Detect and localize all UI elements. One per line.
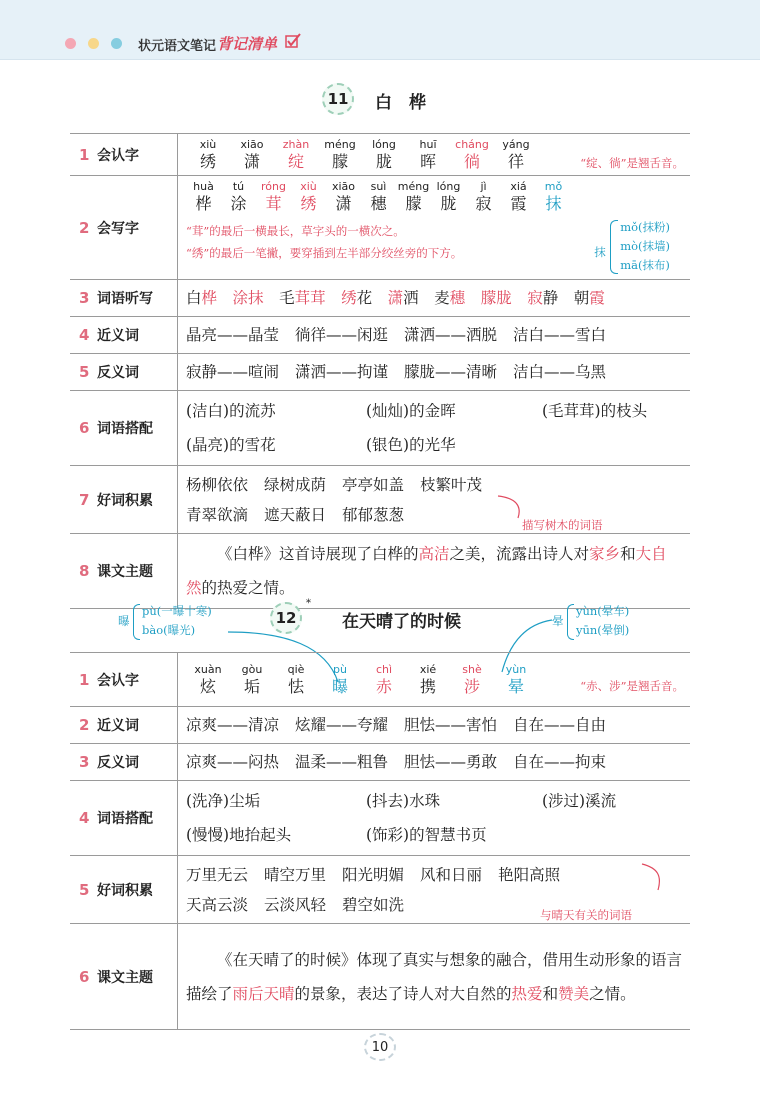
highlight-text: 雨后天晴 [232,984,295,1003]
highlight-text: 潇 [387,289,404,307]
theme-text [186,943,682,1011]
pinyin-char [406,662,450,697]
table-row [70,466,690,534]
antonym-pair: 自在——拘束 [513,753,607,771]
pronunciation-note: “绽、徜”是翘舌音。 [580,156,684,170]
pinyin: méng [324,138,356,151]
lesson-12-number: 12 [270,602,302,634]
polyphone-reading: yūn(晕倒) [576,623,630,637]
row-label: 6 词语搭配 [70,391,178,466]
text-segment: 之情。 [589,984,636,1003]
text-segment: 和 [542,984,559,1003]
text-segment [465,289,481,307]
antonym-pair: 胆怯——勇敢 [404,753,498,771]
table-row [70,391,690,466]
table-row [70,707,690,744]
text-segment: 之美，流露出诗人对 [449,545,590,563]
polyphone-head: 曝 [118,614,130,628]
antonym-pair: 凉爽——闷热 [186,753,280,771]
good-word: 晴空万里 [264,865,327,884]
pinyin-char [274,137,318,172]
text-segment [326,289,342,307]
collocation-item: (抖去)水珠 [366,792,441,810]
pinyin-char [291,179,326,214]
text-segment: 毛 [263,289,295,307]
pinyin-char [406,137,450,172]
pinyin: méng [397,180,430,193]
page-number: 10 [364,1033,396,1061]
table-row [70,134,690,176]
collocation-item: (灿灿)的金晖 [366,402,456,420]
highlight-text: 霞 [589,289,605,307]
brace-icon [567,604,574,640]
pinyin-char [186,137,230,172]
table-row [70,176,690,280]
writing-note: “绣”的最后一笔撇，要穿插到左半部分绞丝旁的下方。 [186,246,463,260]
hanzi: 曝 [331,677,348,696]
pinyin-char [362,662,406,697]
row-content [178,924,691,1030]
highlight-text: 朦胧 [480,289,512,307]
pinyin-char [361,179,396,214]
hanzi: 胧 [440,194,457,213]
book-title: 状元语文笔记 [138,39,217,54]
pinyin: xiù [199,138,217,151]
synonym-pair: 凉爽——清凉 [186,716,280,734]
good-word: 阳光明媚 [342,865,405,884]
synonym-pair: 潇洒——洒脱 [404,326,498,344]
hanzi: 赤 [375,677,392,696]
hanzi: 抹 [545,194,562,213]
polyphone-reading: pù(一曝十寒) [142,604,212,618]
hanzi: 晖 [419,152,436,171]
pinyin-char [450,662,494,697]
polyphone-note-pu [118,602,212,640]
row-content [178,280,691,317]
polyphone-reading: bào(曝光) [142,623,196,637]
pinyin-char [230,137,274,172]
header-banner [0,0,760,60]
row-label: 2 会写字 [70,176,178,280]
pinyin: mǒ [544,180,563,193]
row-label: 2 近义词 [70,707,178,744]
pinyin: xié [419,663,437,676]
polyphone-head: 晕 [552,614,564,628]
check-icon [285,33,301,53]
row-label: 8 课文主题 [70,534,178,609]
hanzi: 涉 [463,677,480,696]
good-word: 天高云淡 [186,895,249,914]
synonym-pair: 晶亮——晶莹 [186,326,280,344]
pinyin: lóng [372,138,396,151]
pinyin-char [326,179,361,214]
table-row [70,924,690,1030]
row-content [178,134,691,176]
collocation-item: (银色)的光华 [366,436,456,454]
table-row [70,534,690,609]
good-word: 杨柳依依 [186,475,249,494]
good-word: 遮天蔽日 [264,505,327,524]
hanzi: 胧 [375,152,392,171]
pinyin: suì [370,180,387,193]
synonym-pair: 胆怯——害怕 [404,716,498,734]
pinyin-char [494,137,538,172]
good-word: 碧空如洗 [342,895,405,914]
pinyin: yùn [505,663,527,676]
text-segment [217,289,233,307]
highlight-text: 涂抹 [232,289,264,307]
row-label: 5 好词积累 [70,856,178,924]
table-row [70,280,690,317]
lesson-11-number: 11 [322,83,354,115]
hanzi: 炫 [199,677,216,696]
pinyin-char [501,179,536,214]
hanzi: 怯 [287,677,304,696]
hanzi: 桦 [195,194,212,213]
good-word: 万里无云 [186,865,249,884]
row-content [178,176,691,280]
pinyin-char [256,179,291,214]
hanzi: 携 [419,677,436,696]
row-label: 3 反义词 [70,744,178,781]
hanzi: 穗 [370,194,387,213]
pinyin: chì [375,663,393,676]
good-word: 云淡风轻 [264,895,327,914]
synonym-pair: 炫耀——夸耀 [295,716,389,734]
highlight-text: 穗 [449,289,466,307]
highlight-text: 热爱 [511,984,543,1003]
hanzi: 霞 [510,194,527,213]
row-content [178,781,691,856]
text-segment: 花 [356,289,388,307]
pinyin-char [494,662,538,697]
pinyin-char [318,662,362,697]
hanzi: 绣 [300,194,317,213]
lesson-12-table [70,652,690,1030]
decor-dot-blue [111,38,122,49]
good-word: 青翠欲滴 [186,505,249,524]
pinyin-char-list [186,179,682,214]
text-segment: 《在天晴了的时候》体现了真实与想象的融合，借用生动形象的语言描绘了 [186,950,683,1003]
pronunciation-note: “赤、涉”是翘舌音。 [580,679,684,693]
hanzi: 晕 [507,677,524,696]
writing-note: “茸”的最后一横最长，草字头的一横次之。 [186,224,405,238]
brace-icon [610,220,618,274]
pinyin: yáng [502,138,530,151]
row-label: 1 会认字 [70,134,178,176]
polyphone-head: 抹 [594,245,606,259]
hanzi: 徉 [507,152,524,171]
pinyin: xiāo [240,138,264,151]
collocation-item: (饰彩)的智慧书页 [366,826,487,844]
hanzi: 朦 [331,152,348,171]
pinyin-char [362,137,406,172]
pinyin-char [396,179,431,214]
synonym-pair: 洁白——雪白 [513,326,607,344]
table-row [70,781,690,856]
row-content [178,707,691,744]
pinyin-char [431,179,466,214]
collocation-item: (晶亮)的雪花 [186,436,276,454]
text-segment: 的景象，表达了诗人对大自然的 [294,984,512,1003]
pinyin-char [186,662,230,697]
hanzi: 徜 [463,152,480,171]
arrow-icon [640,862,670,892]
pinyin: gòu [241,663,263,676]
text-segment: 白 [186,289,202,307]
polyphone-reading: mā(抹布) [620,258,670,272]
text-segment [512,289,528,307]
antonym-pair: 潇洒——拘谨 [295,363,389,381]
pinyin-char [450,137,494,172]
highlight-text: 桦 [201,289,218,307]
table-row [70,653,690,707]
highlight-text: 高洁 [418,545,450,563]
hanzi: 朦 [405,194,422,213]
polyphone-reading: mǒ(抹粉) [620,220,670,234]
highlight-text: 茸茸 [294,289,326,307]
row-content [178,354,691,391]
pinyin: róng [261,180,286,193]
lesson-12-title: 在天晴了的时候 [342,612,461,632]
row-label: 4 词语搭配 [70,781,178,856]
star-mark: * [306,598,311,609]
pinyin: shè [462,663,482,676]
polyphone-note-mo [594,218,670,275]
hanzi: 垢 [243,677,260,696]
table-row [70,354,690,391]
pinyin: cháng [455,138,489,151]
good-word: 艳阳高照 [498,865,561,884]
hanzi: 涂 [230,194,247,213]
good-word: 风和日丽 [420,865,483,884]
text-segment: 和 [620,545,636,563]
text-segment: 的热爱之情。 [201,579,295,597]
pinyin-char [466,179,501,214]
pinyin-char [230,662,274,697]
highlight-text: 赞美 [558,984,590,1003]
row-label: 7 好词积累 [70,466,178,534]
good-word: 枝繁叶茂 [420,475,483,494]
collocation-item: (洁白)的流苏 [186,402,276,420]
pinyin: pù [333,663,347,676]
row-label: 6 课文主题 [70,924,178,1030]
text-segment: 《白桦》这首诗展现了白桦的 [217,545,419,563]
hanzi: 潇 [335,194,352,213]
hanzi: 寂 [475,194,492,213]
collocation-item: (涉过)溪流 [542,792,617,810]
checklist-badge: 背记清单 [217,35,278,53]
brace-icon [133,604,140,640]
pinyin: xiù [300,180,317,193]
antonym-pair: 朦胧——清晰 [404,363,498,381]
pinyin: tú [232,180,245,193]
table-row [70,317,690,354]
row-content [178,317,691,354]
text-segment: 静 朝 [542,289,590,307]
highlight-text: 绣 [341,289,357,307]
hanzi: 绽 [287,152,304,171]
table-row [70,744,690,781]
synonym-pair: 自在——自由 [513,716,607,734]
row-content [178,653,691,707]
pinyin: huī [419,138,437,151]
pinyin-char [536,179,571,214]
category-tag: 与晴天有关的词语 [540,908,632,922]
row-content [178,466,691,534]
lesson-11-table [70,133,690,609]
highlight-text: 寂 [527,289,543,307]
text-segment: 洒 麦 [403,289,450,307]
pinyin-char [221,179,256,214]
polyphone-reading: yùn(晕车) [576,604,630,618]
row-content [178,856,691,924]
row-content [178,744,691,781]
good-word: 绿树成荫 [264,475,327,494]
row-label: 5 反义词 [70,354,178,391]
row-label: 1 会认字 [70,653,178,707]
theme-text [186,537,682,605]
hanzi: 潇 [243,152,260,171]
dictation-words [186,289,605,307]
collocation-item: (毛茸茸)的枝头 [542,402,648,420]
hanzi: 绣 [199,152,216,171]
pinyin-char [318,137,362,172]
decor-dot-pink [65,38,76,49]
synonym-pair: 徜徉——闲逛 [295,326,389,344]
pinyin: huà [193,180,214,193]
antonym-pair: 寂静——喧闹 [186,363,280,381]
row-label: 3 词语听写 [70,280,178,317]
collocation-item: (慢慢)地抬起头 [186,826,292,844]
highlight-text: 家乡 [589,545,621,563]
good-word: 亭亭如盖 [342,475,405,494]
hanzi: 茸 [265,194,282,213]
pinyin: jì [480,180,487,193]
category-tag: 描写树木的词语 [522,518,603,532]
good-word: 郁郁葱葱 [342,505,405,524]
decor-dot-yellow [88,38,99,49]
pinyin: xuàn [194,663,222,676]
pinyin: qiè [287,663,305,676]
lesson-11-title: 白 桦 [375,93,426,113]
pinyin-char [274,662,318,697]
row-content [178,391,691,466]
pinyin: xiá [510,180,527,193]
highlight-text: 大自然 [186,545,667,597]
antonym-pair: 洁白——乌黑 [513,363,607,381]
row-content [178,534,691,609]
collocation-item: (洗净)尘垢 [186,792,261,810]
table-row [70,856,690,924]
pinyin: zhàn [282,138,310,151]
antonym-pair: 温柔——粗鲁 [295,753,389,771]
pinyin: lóng [436,180,461,193]
row-label: 4 近义词 [70,317,178,354]
polyphone-reading: mò(抹墙) [620,239,670,253]
pinyin-char [186,179,221,214]
pinyin: xiāo [331,180,356,193]
